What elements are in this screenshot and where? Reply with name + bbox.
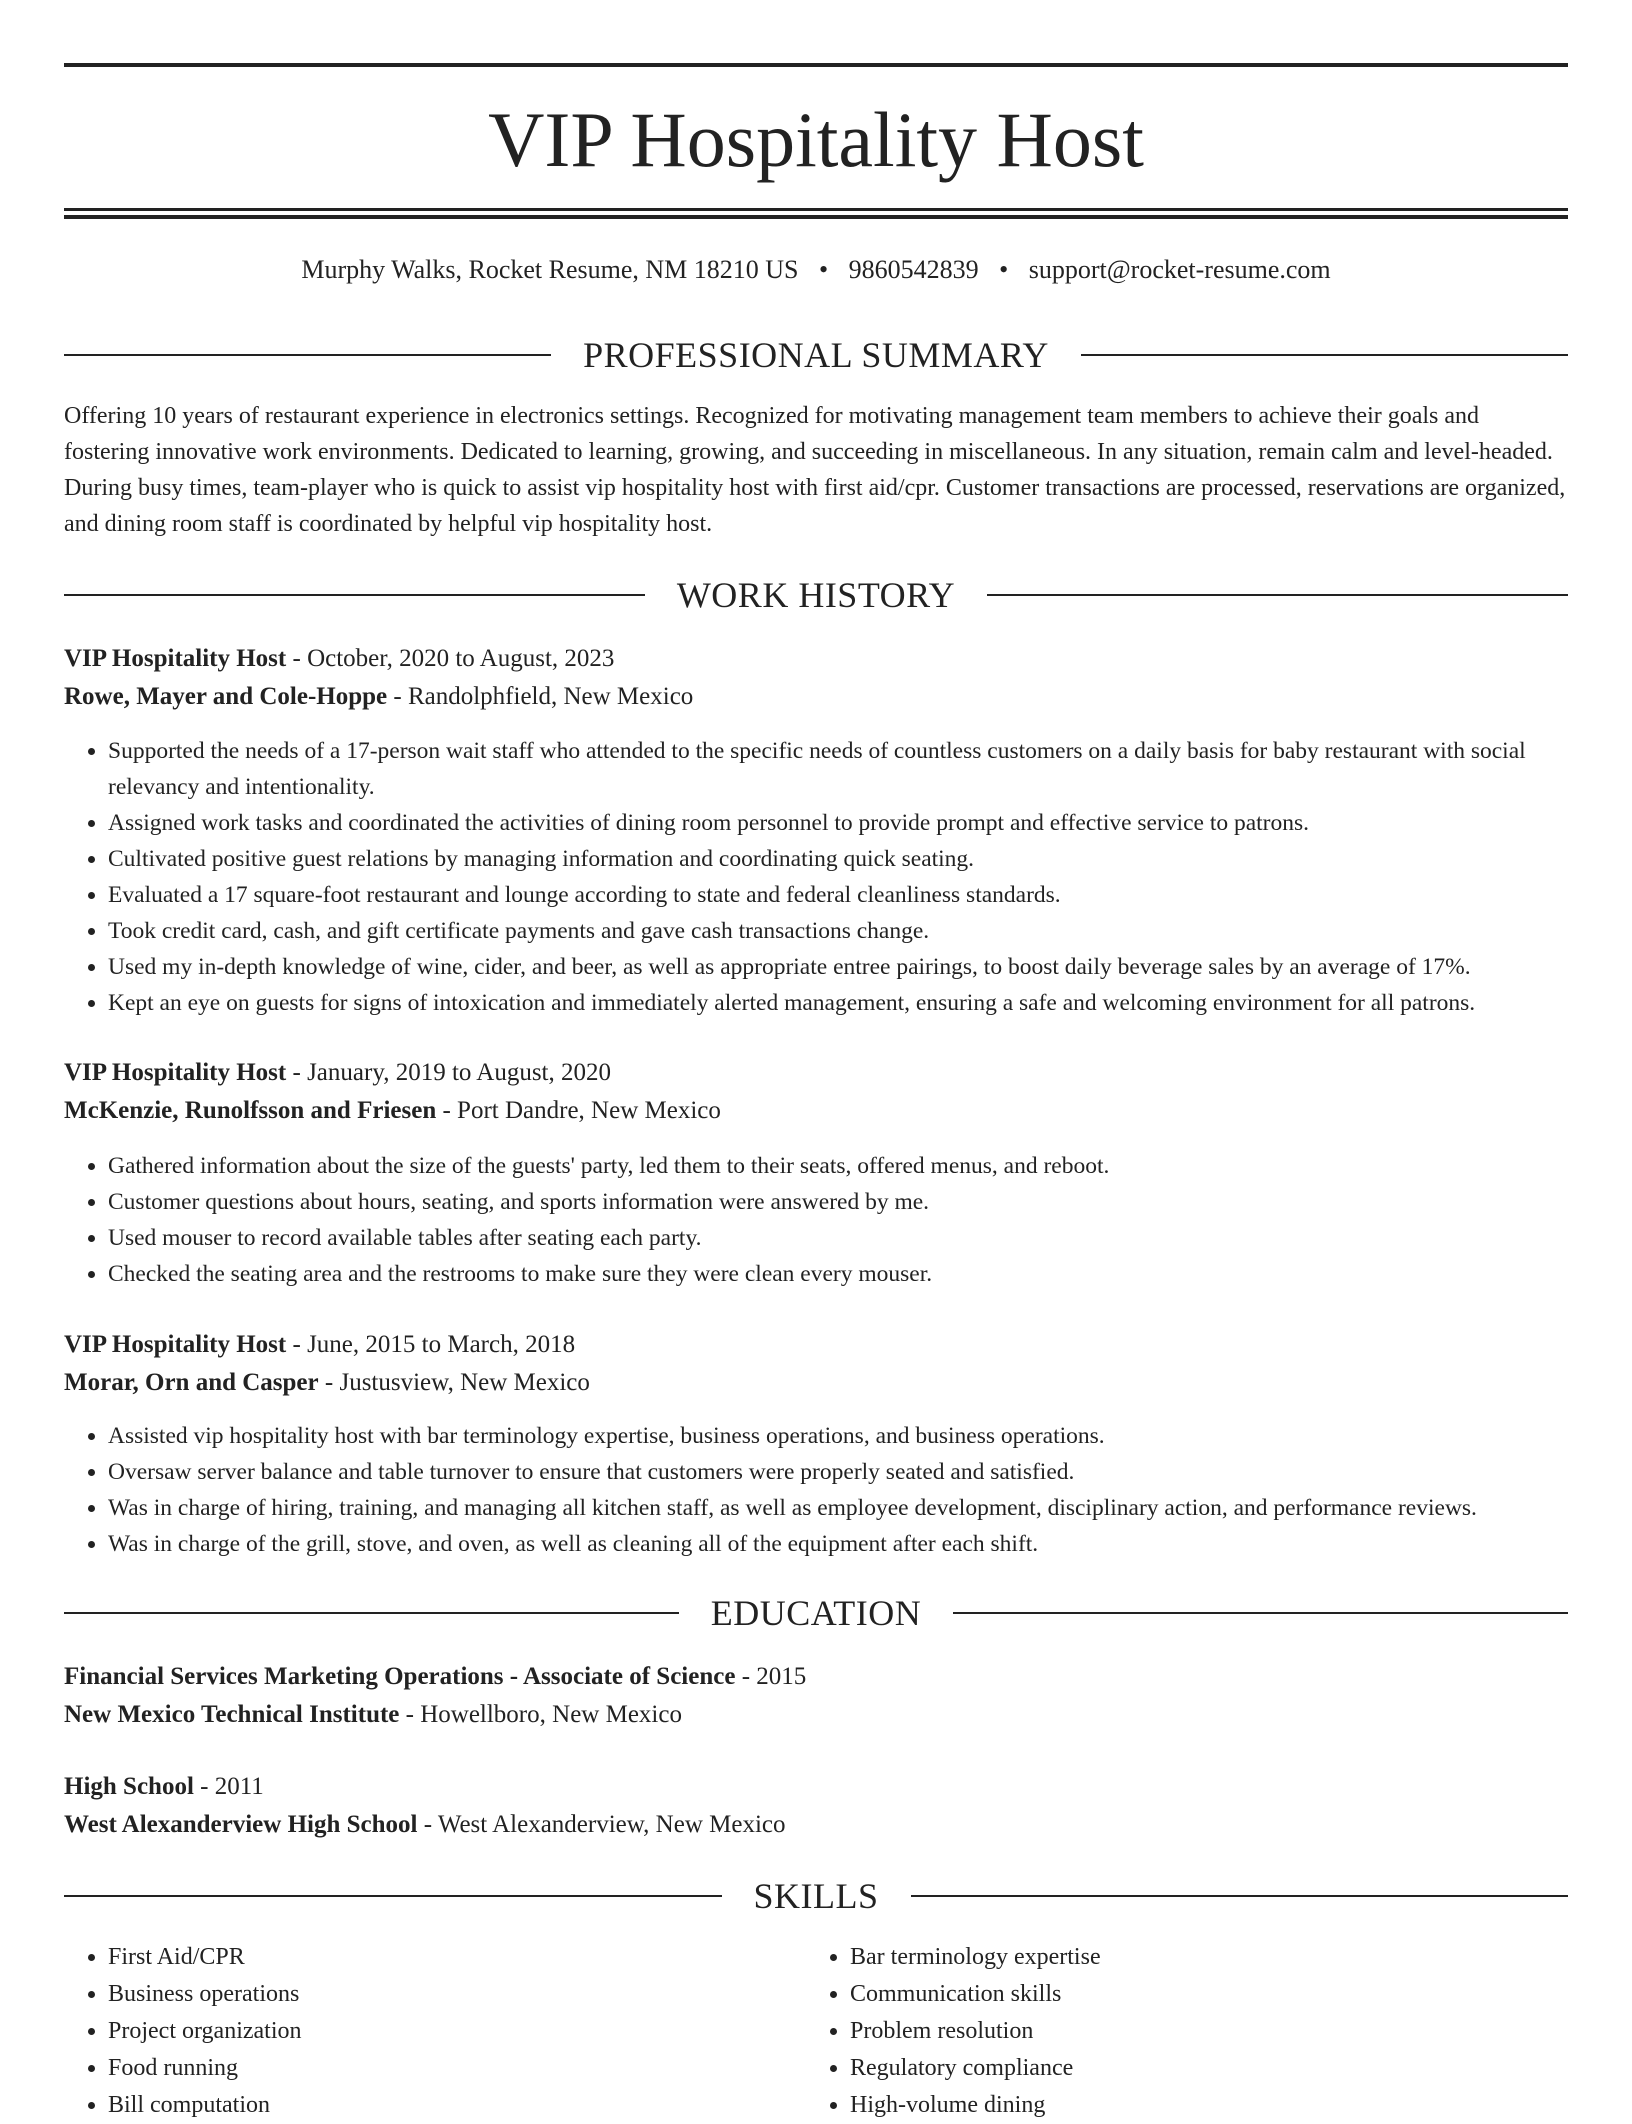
- heading-rule-left: [64, 594, 645, 596]
- job-role: VIP Hospitality Host: [64, 645, 287, 672]
- job-location: - Port Dandre, New Mexico: [436, 1097, 721, 1124]
- job-company-line: [64, 678, 1568, 716]
- list-item: • Used mouser to record available tables after seating each party.: [108, 1220, 1568, 1256]
- heading-rule-left: [64, 354, 551, 356]
- list-item: • Checked the seating area and the restrooms to make sure they were clean every mouser.: [108, 1256, 1568, 1292]
- job-location: - Randolphfield, New Mexico: [387, 683, 694, 710]
- job-role: VIP Hospitality Host: [64, 1331, 287, 1358]
- heading-rule-left: [64, 1895, 722, 1897]
- contact-separator: •: [999, 255, 1009, 284]
- work-history-title: WORK HISTORY: [676, 575, 956, 615]
- contact-separator: •: [819, 255, 829, 284]
- contact-line: [64, 252, 1568, 288]
- job-entry: [64, 640, 1568, 716]
- job-role: VIP Hospitality Host: [64, 1059, 287, 1086]
- school-location: - West Alexanderview, New Mexico: [417, 1811, 786, 1838]
- skill-item: • Problem resolution: [850, 2013, 1550, 2050]
- resume-name: VIP Hospitality Host: [488, 96, 1144, 183]
- list-item: • Assisted vip hospitality host with bar terminology expertise, business operations, and business operations.: [108, 1418, 1568, 1454]
- skill-item: • First Aid/CPR: [108, 1939, 808, 1976]
- skill-item: • Bar terminology expertise: [850, 1939, 1550, 1976]
- skill-item: • Project organization: [108, 2013, 808, 2050]
- heading-rule-left: [64, 1612, 679, 1614]
- degree-line: [64, 1768, 1568, 1806]
- heading-rule-right: [911, 1895, 1569, 1897]
- job-bullets: [64, 733, 1568, 1021]
- job-company-line: [64, 1364, 1568, 1402]
- skills-list-left: [64, 1939, 808, 2124]
- list-item: • Evaluated a 17 square-foot restaurant and lounge according to state and federal cleanliness standards.: [108, 877, 1568, 913]
- school-name: West Alexanderview High School: [64, 1811, 418, 1838]
- skill-item: • Regulatory compliance: [850, 2050, 1550, 2087]
- list-item: • Was in charge of the grill, stove, and oven, as well as cleaning all of the equipment after each shift.: [108, 1526, 1568, 1562]
- heading-rule-right: [1081, 354, 1568, 356]
- job-dates: - June, 2015 to March, 2018: [286, 1331, 576, 1358]
- degree-year: - 2011: [193, 1773, 264, 1800]
- skills-heading: [64, 1874, 1568, 1918]
- work-history-heading: [64, 573, 1568, 617]
- skill-item: • Bill computation: [108, 2087, 808, 2124]
- summary-text: Offering 10 years of restaurant experience in electronics settings. Recognized for motivating management team members to achieve their goals and fostering innovative work environments. Dedicated to learning, growing, and succeeding in miscellaneous. In any situation, remain calm and level-headed. During busy times, team-player who is quick to assist vip hospitality host with first aid/cpr. Customer transactions are processed, reservations are organized, and dining room staff is coordinated by helpful vip hospitality host.: [64, 403, 1566, 537]
- list-item: • Supported the needs of a 17-person wait staff who attended to the specific needs of countless customers on a daily basis for baby restaurant with social relevancy and intentionality.: [108, 733, 1568, 805]
- list-item: • Gathered information about the size of the guests' party, led them to their seats, offered menus, and reboot.: [108, 1148, 1568, 1184]
- skill-item: • Business operations: [108, 1976, 808, 2013]
- skills-title: SKILLS: [753, 1876, 879, 1916]
- job-title-line: [64, 1054, 1568, 1092]
- school-line: [64, 1696, 1568, 1734]
- education-heading: [64, 1591, 1568, 1635]
- list-item: • Cultivated positive guest relations by managing information and coordinating quick seating.: [108, 841, 1568, 877]
- job-entry: [64, 1326, 1568, 1402]
- job-bullets: [64, 1418, 1568, 1562]
- degree-year: - 2015: [735, 1663, 807, 1690]
- job-company: Rowe, Mayer and Cole-Hoppe: [64, 683, 388, 710]
- skill-item: • Food running: [108, 2050, 808, 2087]
- name-double-rule: [64, 208, 1568, 219]
- list-item: • Oversaw server balance and table turnover to ensure that customers were properly seated and satisfied.: [108, 1454, 1568, 1490]
- job-company: McKenzie, Runolfsson and Friesen: [64, 1097, 437, 1124]
- contact-address: Murphy Walks, Rocket Resume, NM 18210 US: [301, 255, 799, 284]
- job-entry: [64, 1054, 1568, 1130]
- job-dates: - January, 2019 to August, 2020: [286, 1059, 611, 1086]
- skill-item: • High-volume dining: [850, 2087, 1550, 2124]
- education-title: EDUCATION: [710, 1593, 922, 1633]
- degree-name: High School: [64, 1773, 194, 1800]
- school-name: New Mexico Technical Institute: [64, 1701, 400, 1728]
- top-rule: [64, 63, 1568, 67]
- contact-email: support@rocket-resume.com: [1028, 255, 1331, 284]
- school-location: - Howellboro, New Mexico: [399, 1701, 682, 1728]
- school-line: [64, 1806, 1568, 1844]
- list-item: • Took credit card, cash, and gift certificate payments and gave cash transactions change.: [108, 913, 1568, 949]
- list-item: • Kept an eye on guests for signs of intoxication and immediately alerted management, ensuring a safe and welcoming environment for all patrons.: [108, 985, 1568, 1021]
- summary-heading: [64, 333, 1568, 377]
- list-item: • Used my in-depth knowledge of wine, cider, and beer, as well as appropriate entree pairings, to boost daily beverage sales by an average of 17%.: [108, 949, 1568, 985]
- degree-line: [64, 1658, 1568, 1696]
- heading-rule-right: [953, 1612, 1568, 1614]
- job-bullets: [64, 1148, 1568, 1292]
- contact-phone: 9860542839: [848, 255, 979, 284]
- degree-name: Financial Services Marketing Operations - Associate of Science: [64, 1663, 736, 1690]
- heading-rule-right: [987, 594, 1568, 596]
- job-location: - Justusview, New Mexico: [318, 1369, 590, 1396]
- summary-title: PROFESSIONAL SUMMARY: [583, 335, 1049, 375]
- education-entry: [64, 1658, 1568, 1734]
- education-entry: [64, 1768, 1568, 1844]
- job-title-line: [64, 640, 1568, 678]
- list-item: • Assigned work tasks and coordinated the activities of dining room personnel to provide prompt and effective service to patrons.: [108, 805, 1568, 841]
- job-company-line: [64, 1092, 1568, 1130]
- job-title-line: [64, 1326, 1568, 1364]
- job-company: Morar, Orn and Casper: [64, 1369, 319, 1396]
- list-item: • Was in charge of hiring, training, and managing all kitchen staff, as well as employee development, disciplinary action, and performance reviews.: [108, 1490, 1568, 1526]
- skills-list-right: [806, 1939, 1550, 2124]
- list-item: • Customer questions about hours, seating, and sports information were answered by me.: [108, 1184, 1568, 1220]
- job-dates: - October, 2020 to August, 2023: [286, 645, 615, 672]
- skill-item: • Communication skills: [850, 1976, 1550, 2013]
